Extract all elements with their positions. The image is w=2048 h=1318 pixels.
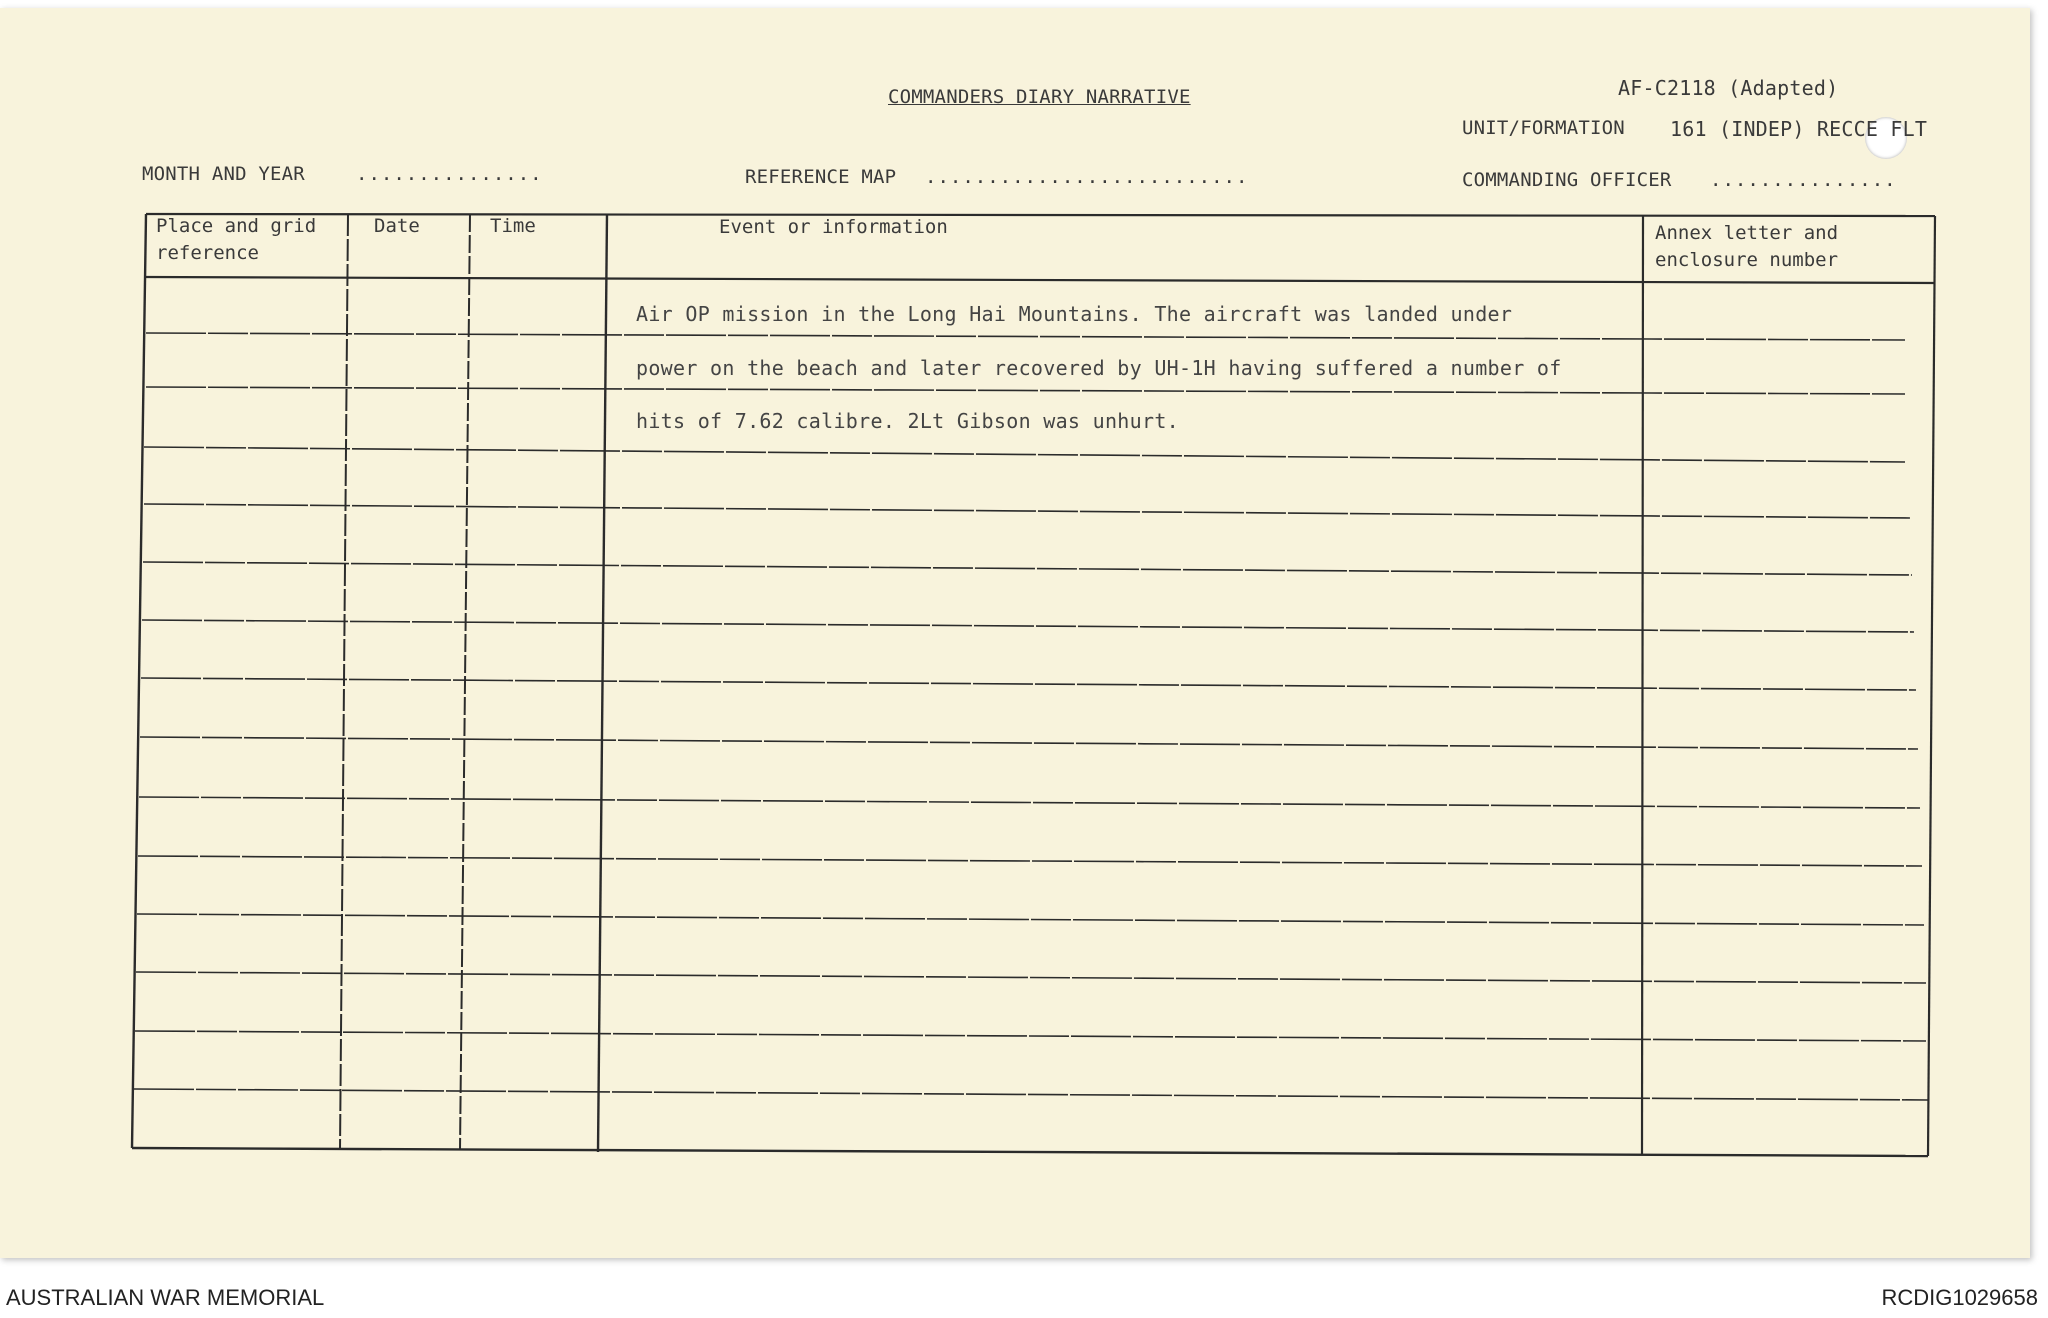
event-entry-line: hits of 7.62 calibre. 2Lt Gibson was unhurt. <box>636 409 1180 433</box>
archive-credit: AUSTRALIAN WAR MEMORIAL <box>6 1285 325 1310</box>
reference-map-label: REFERENCE MAP <box>745 166 897 188</box>
commanding-officer-value: ............... <box>1710 169 1897 191</box>
unit-formation-label: UNIT/FORMATION <box>1462 117 1625 139</box>
reference-map-value: .......................... <box>925 166 1249 188</box>
event-entry-line: power on the beach and later recovered by UH-1H having suffered a number of <box>636 356 1562 380</box>
column-header-place: Place and grid reference <box>156 215 317 264</box>
archive-reference-id: RCDIG1029658 <box>1881 1285 2038 1310</box>
column-header-annex: Annex letter and enclosure number <box>1655 222 1839 271</box>
unit-formation-value: 161 (INDEP) RECCE FLT <box>1670 117 1928 141</box>
form-title: COMMANDERS DIARY NARRATIVE <box>888 86 1191 108</box>
form-code: AF-C2118 (Adapted) <box>1618 76 1839 100</box>
column-header-event: Event or information <box>719 216 948 238</box>
column-header-time: Time <box>490 215 536 237</box>
commanding-officer-label: COMMANDING OFFICER <box>1462 169 1672 191</box>
column-header-date: Date <box>374 215 420 237</box>
month-year-label: MONTH AND YEAR <box>142 163 305 185</box>
event-entry-line: Air OP mission in the Long Hai Mountains. The aircraft was landed under <box>636 302 1513 326</box>
month-year-value: ............... <box>356 163 543 185</box>
